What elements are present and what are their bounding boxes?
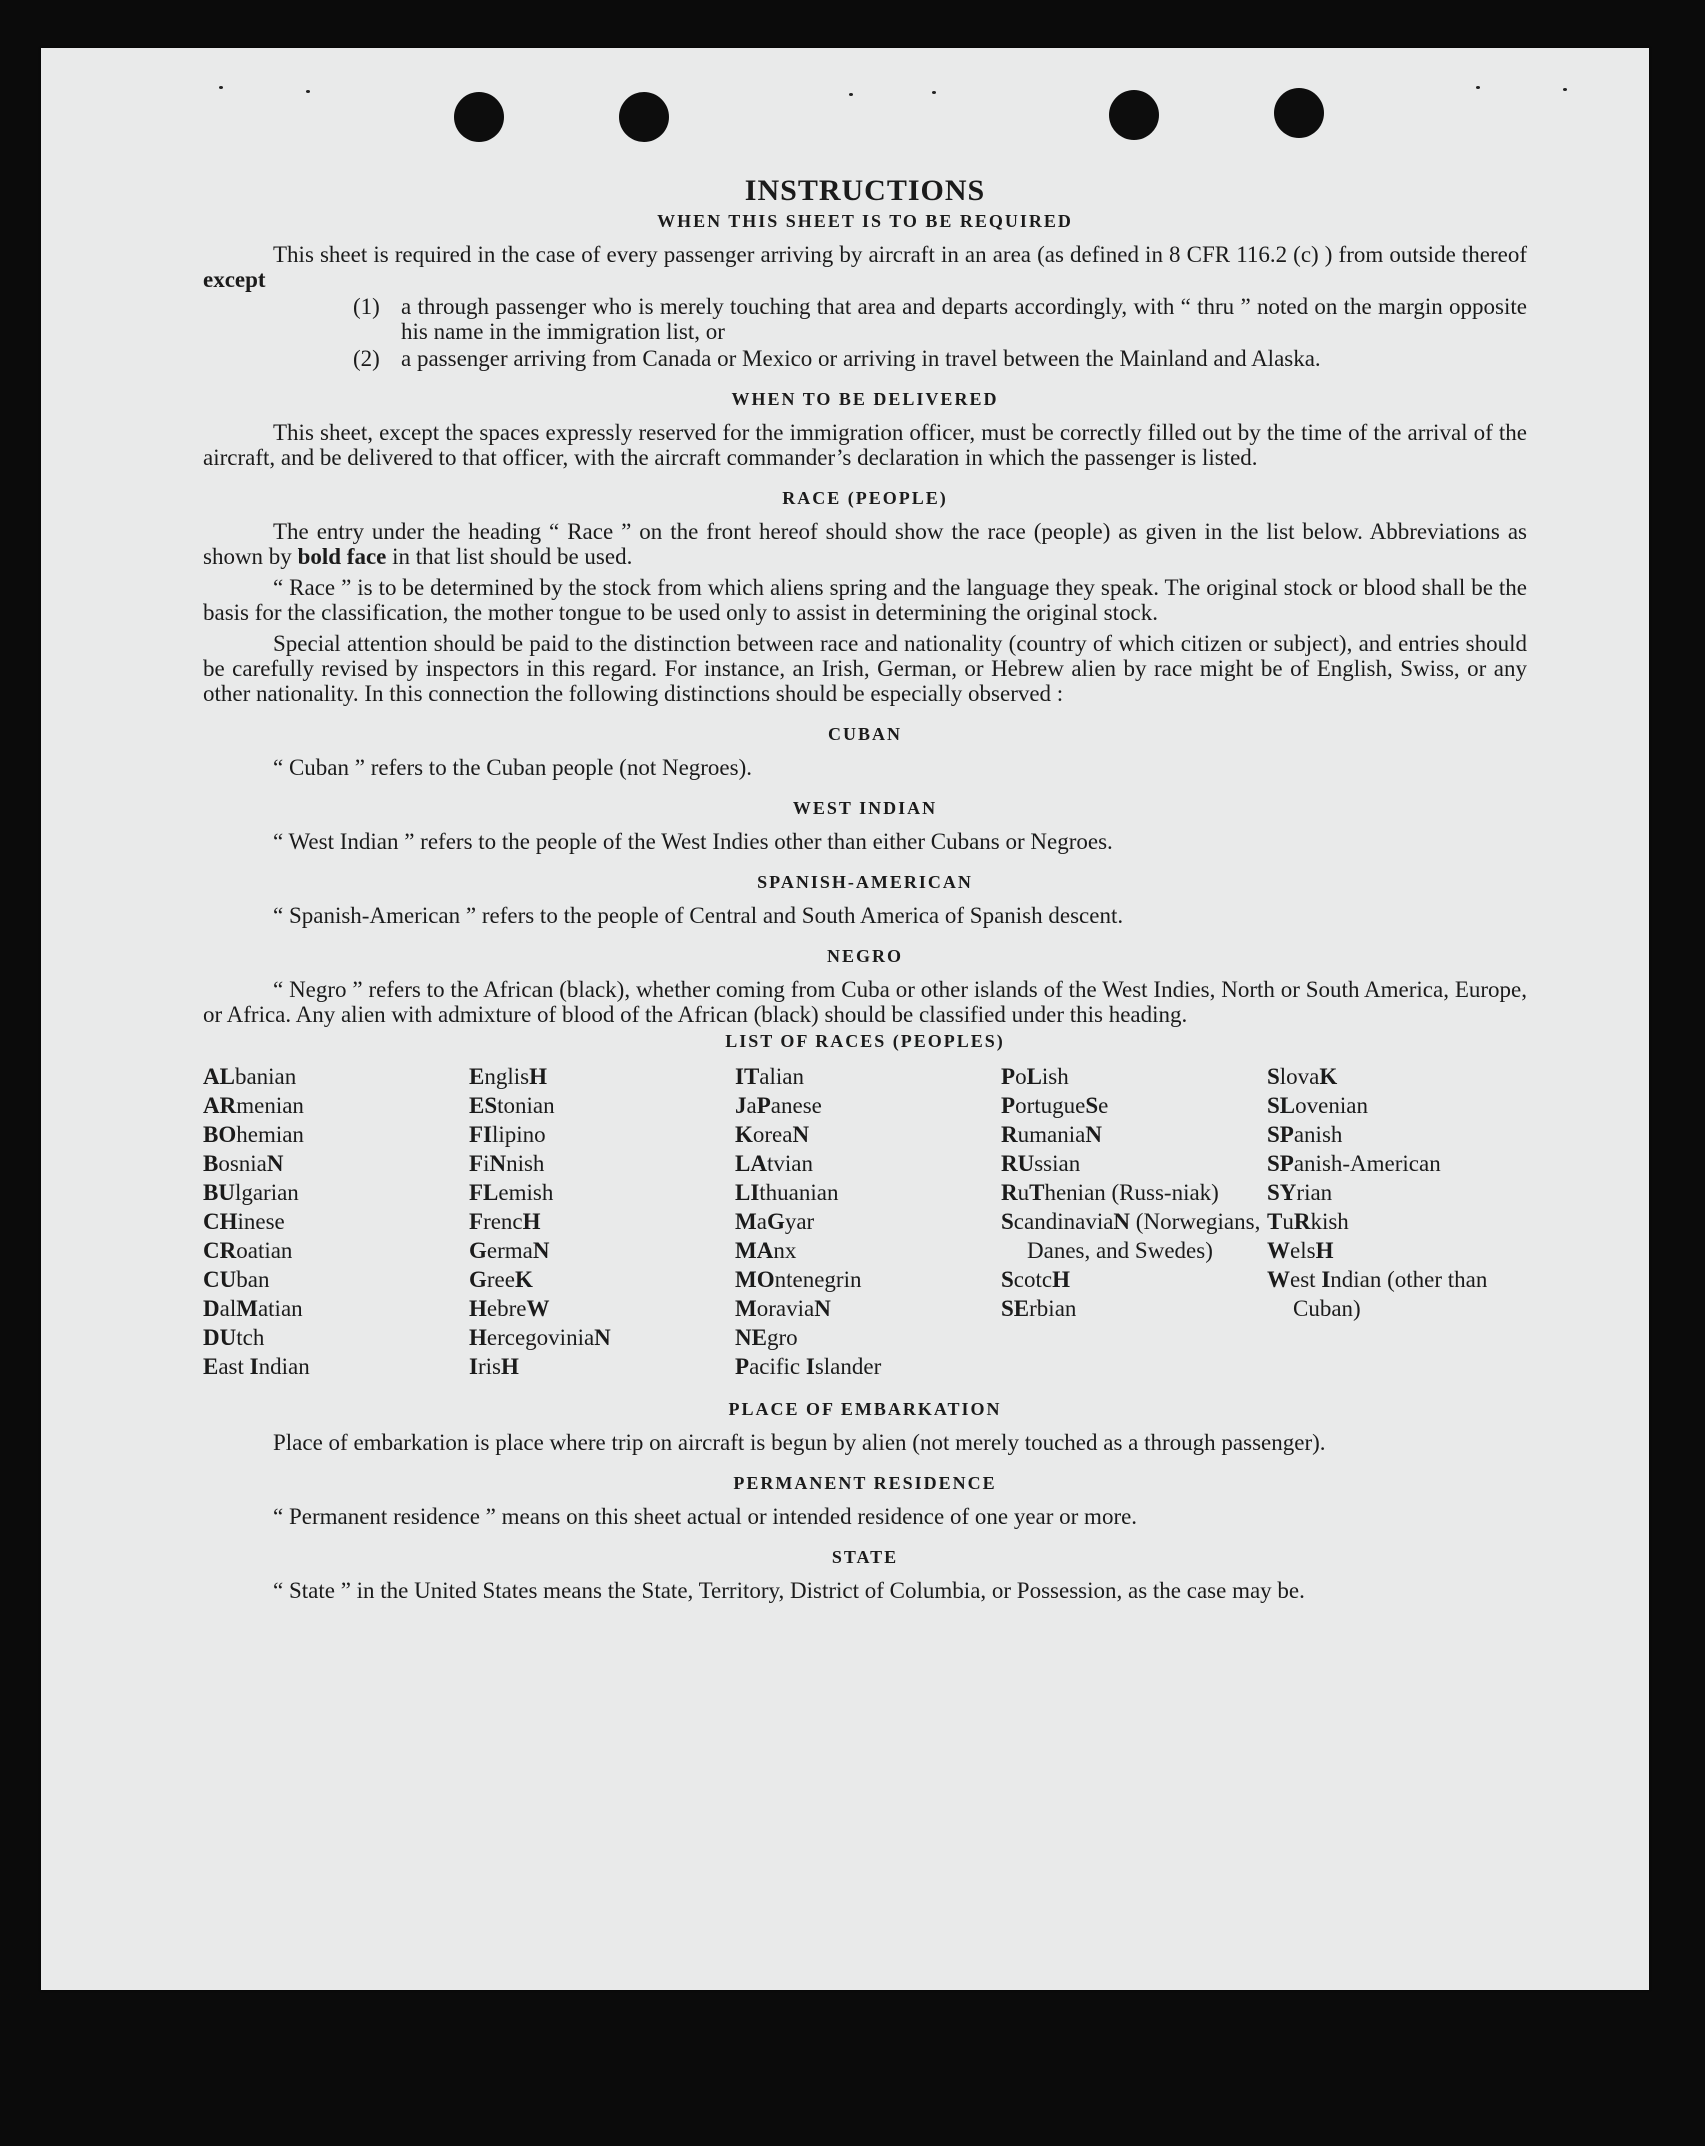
race-abbreviation: DU — [203, 1325, 237, 1350]
heading-when-required: WHEN THIS SHEET IS TO BE REQUIRED — [657, 211, 1073, 231]
negro-text: “ Negro ” refers to the African (black), whether coming from Cuba or other islands of the West Indies, North or South America, Europe, or Africa. Any alien with admixture of blood of the African (black) should be classified under this heading. — [203, 977, 1527, 1027]
race-entry — [1001, 1178, 1267, 1207]
race-abbreviation: H — [469, 1296, 487, 1321]
race-entry — [735, 1149, 1001, 1178]
race-entry — [203, 1149, 469, 1178]
race-name-part: inese — [237, 1209, 285, 1234]
race-name-part: est — [1290, 1267, 1322, 1292]
race-abbreviation: N — [532, 1238, 550, 1263]
race-name-part: ntenegrin — [774, 1267, 862, 1292]
race-abbreviation: MA — [735, 1238, 774, 1263]
when-required-intro — [203, 242, 1527, 292]
race-name-part: cotc — [1013, 1267, 1053, 1292]
race-paragraph-3: Special attention should be paid to the distinction between race and nationality (country of which citizen or subject), and entries should be carefully revised by inspectors in this regard. For instance, an Irish, German, or Hebrew alien by race might be of English, Swiss, or any other nationality. In this connection the following distinctions should be especially observed : — [203, 631, 1527, 706]
race-abbreviation: SL — [1267, 1093, 1296, 1118]
race-entry — [1267, 1120, 1527, 1149]
heading-permanent-residence: PERMANENT RESIDENCE — [733, 1473, 997, 1493]
race-abbreviation: MO — [735, 1267, 775, 1292]
race-name-part: umania — [1017, 1122, 1086, 1147]
race-entry — [1001, 1091, 1267, 1120]
race-abbreviation: N — [266, 1151, 284, 1176]
exception-text: a through passenger who is merely touching that area and departs accordingly, with “ thru ” noted on the margin opposite his name in the immigration list, or — [401, 294, 1527, 344]
race-abbreviation: T — [1029, 1180, 1045, 1205]
state-text: “ State ” in the United States means the State, Territory, District of Columbia, or Possession, as the case may be. — [273, 1578, 1305, 1603]
race-abbreviation: BO — [203, 1122, 237, 1147]
race-abbreviation: D — [203, 1296, 220, 1321]
race-column — [1267, 1062, 1527, 1381]
race-abbreviation: S — [1085, 1093, 1099, 1118]
race-abbreviation: W — [1267, 1267, 1290, 1292]
race-entry — [203, 1120, 469, 1149]
race-abbreviation: E — [203, 1354, 219, 1379]
race-abbreviation: NE — [735, 1325, 767, 1350]
race-abbreviation: N — [489, 1151, 507, 1176]
race-abbreviation: I — [805, 1354, 815, 1379]
race-name-part: ortugue — [1015, 1093, 1086, 1118]
race-name-part: els — [1290, 1238, 1316, 1263]
race-abbreviation: W — [526, 1296, 550, 1321]
race-name-part: a — [756, 1209, 767, 1234]
race-abbreviation: CR — [203, 1238, 237, 1263]
paper-speck — [1476, 86, 1480, 89]
race-column — [1001, 1062, 1267, 1381]
race-abbreviation: S — [1001, 1209, 1014, 1234]
race-abbreviation: T — [1267, 1209, 1283, 1234]
race-name-part: nx — [773, 1238, 797, 1263]
race-entry — [1001, 1149, 1267, 1178]
race-entry — [735, 1236, 1001, 1265]
race-name-part: ndian — [258, 1354, 310, 1379]
race-name-part: hemian — [236, 1122, 304, 1147]
race-name-part: nish — [506, 1151, 545, 1176]
race-entry — [469, 1323, 735, 1352]
race-entry — [1267, 1178, 1527, 1207]
race-entry — [1001, 1062, 1267, 1091]
embarkation-text: Place of embarkation is place where trip on aircraft is begun by alien (not merely touched as a through passenger). — [273, 1430, 1326, 1455]
race-abbreviation: FL — [469, 1180, 499, 1205]
page-title: INSTRUCTIONS — [744, 174, 986, 207]
race-abbreviation: R — [1001, 1122, 1018, 1147]
race-paragraph-2: “ Race ” is to be determined by the stock from which aliens spring and the language they speak. The original stock or blood shall be the basis for the classification, the mother tongue to be used only to assist in determining the original stock. — [203, 575, 1527, 625]
race-abbreviation: SY — [1267, 1180, 1297, 1205]
race-abbreviation: N — [1113, 1209, 1131, 1234]
exception-number: (2) — [353, 346, 380, 371]
race-column — [203, 1062, 469, 1381]
race-entry — [469, 1149, 735, 1178]
punch-hole — [619, 92, 669, 142]
heading-state: STATE — [831, 1547, 899, 1567]
race-name-part: tonian — [497, 1093, 555, 1118]
race-abbreviation: P — [1001, 1064, 1016, 1089]
race-abbreviation: I — [249, 1354, 259, 1379]
race-entry — [735, 1294, 1001, 1323]
race-entry — [735, 1091, 1001, 1120]
race-abbreviation: BU — [203, 1180, 235, 1205]
heading-when-delivered: WHEN TO BE DELIVERED — [731, 389, 999, 409]
list-of-races — [203, 1062, 1527, 1381]
paper-speck — [932, 91, 936, 94]
race-name-part: rian — [1296, 1180, 1333, 1205]
race-abbreviation: I — [469, 1354, 478, 1379]
spanish-american-text: “ Spanish-American ” refers to the people of Central and South America of Spanish descent. — [273, 903, 1124, 928]
race-name-part: emish — [498, 1180, 554, 1205]
race-name-part: henian (Russ-niak) — [1044, 1180, 1219, 1205]
race-abbreviation: G — [766, 1209, 785, 1234]
race-abbreviation: ES — [469, 1093, 498, 1118]
punch-hole — [1109, 90, 1159, 140]
race-entry — [203, 1236, 469, 1265]
race-name-part: lova — [1279, 1064, 1320, 1089]
race-name-part: oatian — [236, 1238, 293, 1263]
race-abbreviation: H — [1315, 1238, 1334, 1263]
race-abbreviation: H — [1052, 1267, 1070, 1292]
race-entry — [1267, 1062, 1527, 1091]
race-entry — [203, 1323, 469, 1352]
race-name-part: e — [1098, 1093, 1109, 1118]
race-name-part: ree — [486, 1267, 515, 1292]
race-name-part: orea — [752, 1122, 793, 1147]
paper-speck — [1563, 88, 1567, 91]
race-p1-text-end: in that list should be used. — [386, 544, 633, 569]
race-name-part: lipino — [492, 1122, 546, 1147]
race-abbreviation: AL — [203, 1064, 235, 1089]
paper-speck — [219, 86, 223, 89]
race-name-part: ebre — [486, 1296, 527, 1321]
west-indian-text: “ West Indian ” refers to the people of the West Indies other than either Cubans or Negroes. — [273, 829, 1113, 854]
race-name-part: kish — [1310, 1209, 1349, 1234]
heading-west-indian: WEST INDIAN — [792, 798, 938, 818]
race-entry — [469, 1207, 735, 1236]
race-name-part: al — [219, 1296, 237, 1321]
race-abbreviation: R — [1293, 1209, 1311, 1234]
race-abbreviation: P — [735, 1354, 750, 1379]
race-entry — [469, 1352, 735, 1381]
race-name-part: u — [1282, 1209, 1294, 1234]
race-abbreviation: B — [203, 1151, 219, 1176]
paper-speck — [306, 90, 310, 93]
heading-negro: NEGRO — [826, 946, 903, 966]
race-abbreviation: P — [1001, 1093, 1016, 1118]
when-delivered-text: This sheet, except the spaces expressly reserved for the immigration officer, must be correctly filled out by the time of the arrival of the aircraft, and be delivered to that officer, with the aircraft commander’s declaration in which the passenger is listed. — [203, 420, 1527, 470]
race-abbreviation: M — [735, 1209, 757, 1234]
race-abbreviation: N — [1085, 1122, 1102, 1147]
race-name-part: acific — [749, 1354, 806, 1379]
race-p1-text: The entry under the heading “ Race ” on the front hereof should show the race (people) as given in the list below. Abbreviations as shown by — [203, 519, 1527, 569]
instructions-content — [203, 174, 1527, 1603]
race-name-part: gro — [766, 1325, 798, 1350]
race-entry — [203, 1062, 469, 1091]
race-abbreviation: R — [1001, 1180, 1018, 1205]
race-entry — [735, 1207, 1001, 1236]
race-entry — [469, 1294, 735, 1323]
race-p1-bold: bold face — [297, 544, 387, 569]
race-abbreviation: K — [514, 1267, 533, 1292]
race-name-part: menian — [236, 1093, 304, 1118]
punch-hole — [1274, 88, 1324, 138]
race-abbreviation: W — [1267, 1238, 1290, 1263]
race-name-part: anish-American — [1293, 1151, 1441, 1176]
race-entry — [1267, 1149, 1527, 1178]
race-abbreviation: N — [814, 1296, 831, 1321]
race-abbreviation: S — [1001, 1267, 1014, 1292]
race-name-part: ovenian — [1295, 1093, 1368, 1118]
race-name-part: slander — [814, 1354, 882, 1379]
race-abbreviation: IT — [735, 1064, 760, 1089]
heading-spanish-american: SPANISH-AMERICAN — [757, 872, 973, 892]
race-abbreviation: F — [469, 1151, 484, 1176]
race-name-part: ssian — [1034, 1151, 1081, 1176]
paper-speck — [849, 93, 853, 96]
race-abbreviation: F — [469, 1209, 484, 1234]
race-name-part: candinavia — [1013, 1209, 1114, 1234]
race-entry — [1267, 1091, 1527, 1120]
race-name-part: anese — [770, 1093, 822, 1118]
race-entry — [735, 1178, 1001, 1207]
race-entry — [469, 1265, 735, 1294]
race-entry — [469, 1091, 735, 1120]
race-abbreviation: LI — [735, 1180, 760, 1205]
race-abbreviation: L — [1026, 1064, 1042, 1089]
race-name-part: erma — [486, 1238, 533, 1263]
race-name-part: tvian — [766, 1151, 813, 1176]
race-column — [735, 1062, 1001, 1381]
exception-number: (1) — [353, 294, 380, 319]
race-entry — [203, 1207, 469, 1236]
race-name-part: thuanian — [759, 1180, 839, 1205]
race-entry — [735, 1352, 1001, 1381]
race-name-part: ris — [477, 1354, 501, 1379]
race-entry — [735, 1062, 1001, 1091]
race-abbreviation: H — [529, 1064, 547, 1089]
race-abbreviation: K — [1319, 1064, 1338, 1089]
exception-item — [353, 294, 1527, 344]
race-abbreviation: E — [469, 1064, 485, 1089]
exception-text: a passenger arriving from Canada or Mexico or arriving in travel between the Mainland and Alaska. — [401, 346, 1321, 371]
cuban-text: “ Cuban ” refers to the Cuban people (not Negroes). — [273, 755, 753, 780]
race-abbreviation: N — [792, 1122, 810, 1147]
race-entry — [469, 1178, 735, 1207]
heading-embarkation: PLACE OF EMBARKATION — [728, 1399, 1002, 1419]
race-abbreviation: FI — [469, 1122, 492, 1147]
race-entry — [1267, 1207, 1527, 1236]
race-abbreviation: LA — [735, 1151, 767, 1176]
race-paragraph-1 — [203, 519, 1527, 569]
race-abbreviation: N — [594, 1325, 611, 1350]
race-entry — [1001, 1265, 1267, 1294]
race-name-part: ban — [236, 1267, 270, 1292]
race-name-part: o — [1015, 1064, 1027, 1089]
race-abbreviation: K — [735, 1122, 753, 1147]
race-abbreviation: G — [469, 1267, 487, 1292]
race-entry — [203, 1352, 469, 1381]
race-name-part: (Norwegians, Danes, and Swedes) — [1027, 1209, 1261, 1263]
race-name-part: ast — [218, 1354, 250, 1379]
heading-race: RACE (PEOPLE) — [782, 488, 948, 508]
race-abbreviation: M — [236, 1296, 258, 1321]
race-abbreviation: M — [735, 1296, 757, 1321]
permanent-residence-text: “ Permanent residence ” means on this sheet actual or intended residence of one year or more. — [273, 1504, 1138, 1529]
race-name-part: banian — [234, 1064, 297, 1089]
race-abbreviation: SE — [1001, 1296, 1030, 1321]
race-abbreviation: I — [1321, 1267, 1331, 1292]
intro-text: This sheet is required in the case of every passenger arriving by aircraft in an area (as defined in 8 CFR 116.2 (c) ) from outside thereof — [273, 242, 1527, 267]
race-entry — [735, 1120, 1001, 1149]
intro-bold-text: except — [203, 267, 266, 292]
race-entry — [203, 1265, 469, 1294]
race-abbreviation: SP — [1267, 1122, 1294, 1147]
race-entry — [735, 1265, 1001, 1294]
race-abbreviation: J — [735, 1093, 747, 1118]
race-entry — [1001, 1207, 1267, 1265]
document-sheet — [41, 48, 1649, 1990]
race-name-part: lgarian — [234, 1180, 299, 1205]
race-name-part: anish — [1293, 1122, 1343, 1147]
race-entry — [1001, 1120, 1267, 1149]
race-name-part: alian — [759, 1064, 804, 1089]
race-name-part: oravia — [756, 1296, 815, 1321]
race-entry — [203, 1091, 469, 1120]
race-entry — [203, 1294, 469, 1323]
race-entry — [1267, 1236, 1527, 1265]
race-name-part: yar — [784, 1209, 815, 1234]
heading-list-of-races: LIST OF RACES (PEOPLES) — [725, 1031, 1005, 1051]
race-name-part: osnia — [218, 1151, 267, 1176]
race-name-part: i — [483, 1151, 490, 1176]
race-abbreviation: H — [500, 1354, 519, 1379]
race-entry — [469, 1120, 735, 1149]
race-abbreviation: CH — [203, 1209, 238, 1234]
race-name-part: u — [1017, 1180, 1030, 1205]
race-name-part: renc — [483, 1209, 523, 1234]
race-abbreviation: H — [469, 1325, 487, 1350]
race-name-part: atian — [257, 1296, 303, 1321]
race-name-part: ercegovinia — [486, 1325, 595, 1350]
race-abbreviation: CU — [203, 1267, 237, 1292]
exception-item — [353, 346, 1527, 371]
race-abbreviation: S — [1267, 1064, 1280, 1089]
race-name-part: ndian (other than Cuban) — [1293, 1267, 1488, 1321]
race-abbreviation: SP — [1267, 1151, 1294, 1176]
race-name-part: ish — [1041, 1064, 1069, 1089]
race-entry — [1267, 1265, 1527, 1323]
race-entry — [1001, 1294, 1267, 1323]
race-name-part: tch — [236, 1325, 265, 1350]
race-entry — [469, 1236, 735, 1265]
race-name-part: rbian — [1029, 1296, 1077, 1321]
race-abbreviation: G — [469, 1238, 487, 1263]
race-name-part: nglis — [484, 1064, 530, 1089]
punch-hole — [454, 92, 504, 142]
race-abbreviation: AR — [203, 1093, 237, 1118]
race-name-part: a — [746, 1093, 757, 1118]
race-column — [469, 1062, 735, 1381]
race-entry — [203, 1178, 469, 1207]
race-abbreviation: RU — [1001, 1151, 1035, 1176]
race-abbreviation: H — [522, 1209, 541, 1234]
race-entry — [735, 1323, 1001, 1352]
race-abbreviation: P — [756, 1093, 771, 1118]
heading-cuban: CUBAN — [827, 724, 902, 744]
race-entry — [469, 1062, 735, 1091]
